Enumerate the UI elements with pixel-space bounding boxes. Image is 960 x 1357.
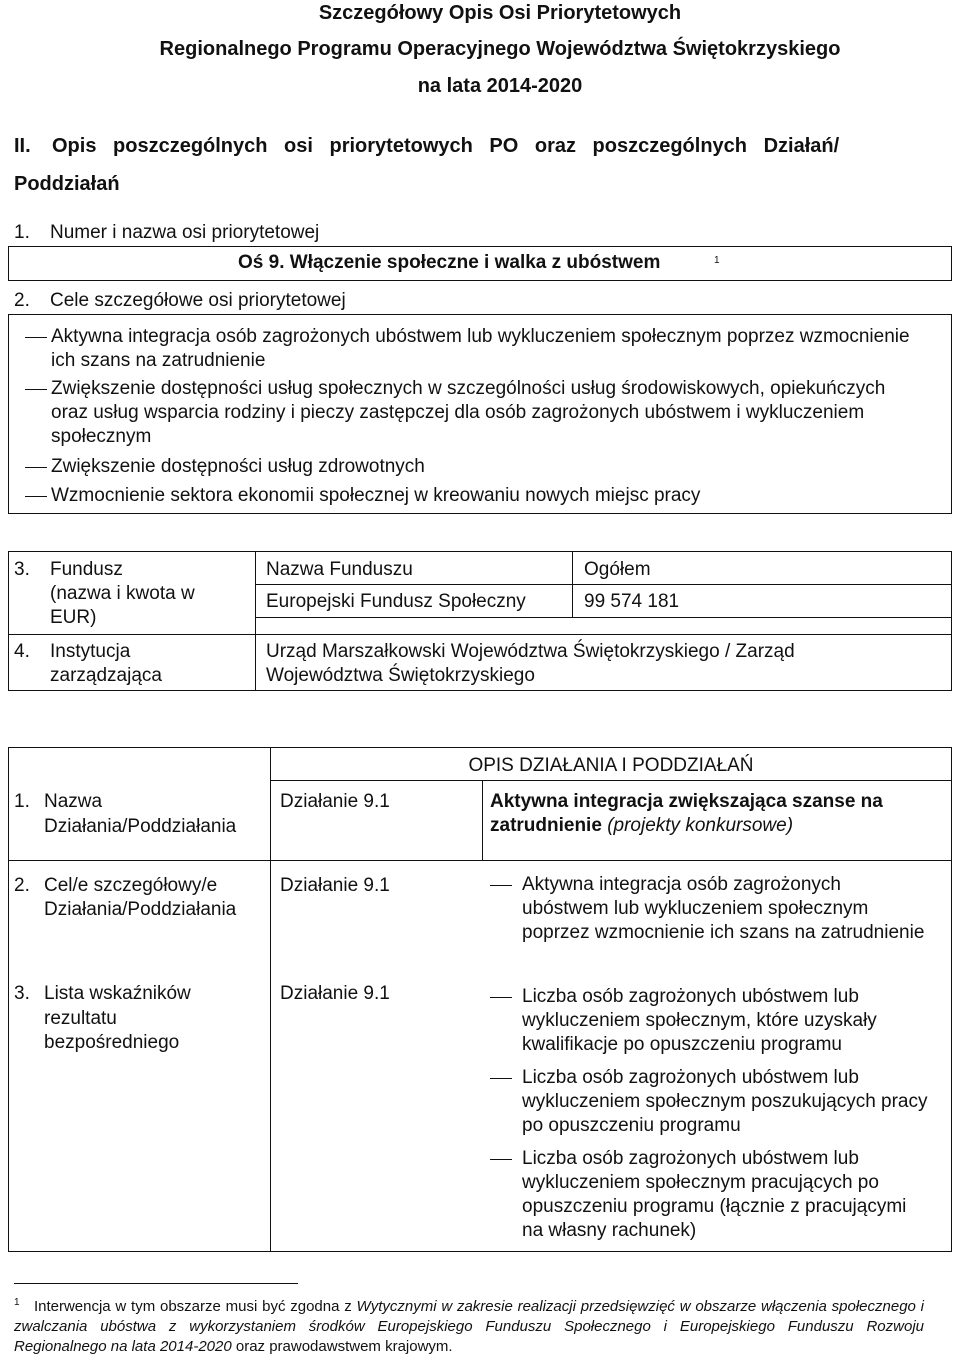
item2-label: Cele szczegółowe osi priorytetowej xyxy=(50,290,346,311)
dash-icon xyxy=(25,389,47,390)
footnote-italic: Wytycznymi w zakresie realizacji przedsięwzięć w obszarze włączenia społecznego i zwalczania ubóstwa z wykorzystaniem środków Europejskiego Funduszu Społecznego i Europejskiego Funduszu Rozwoju Regionalnego na lata 2014-2020 xyxy=(14,1298,924,1355)
footnote-separator xyxy=(14,1283,298,1284)
opis-heading: OPIS DZIAŁANIA I PODDZIAŁAŃ xyxy=(468,755,754,776)
axis-name-box xyxy=(8,246,952,281)
footnote-mark: 1 xyxy=(14,1297,20,1308)
dash-icon xyxy=(490,1159,512,1160)
institution-label: Instytucja xyxy=(50,641,131,662)
row1-name-bold: Aktywna integracja zwiększająca szanse na zatrudnienie xyxy=(490,791,883,836)
row2-goal-text: Aktywna integracja osób zagrożonych ubóstwem lub wykluczeniem społecznym poprzez wzmocnienie ich szans na zatrudnienie xyxy=(522,874,925,943)
row1-action: Działanie 9.1 xyxy=(280,791,390,812)
section-title: Opis poszczególnych osi priorytetowych PO oraz poszczególnych Działań/ xyxy=(52,135,840,157)
goal-text: Wzmocnienie sektora ekonomii społecznej w kreowaniu nowych miejsc pracy xyxy=(51,485,701,506)
footnote-ref: 1 xyxy=(714,255,720,266)
goal-text: Aktywna integracja osób zagrożonych ubóstwem lub wykluczeniem społecznym poprzez wzmocnienie ich szans na zatrudnienie xyxy=(51,326,910,371)
item1-number: 1. xyxy=(14,222,30,243)
row1-name-italic: (projekty konkursowe) xyxy=(607,815,794,836)
item2-number: 2. xyxy=(14,290,30,311)
row3-label-sub2: bezpośredniego xyxy=(44,1032,180,1053)
footnote-text-end: oraz prawodawstwem krajowym. xyxy=(235,1338,453,1355)
doc-title-line-1: Szczegółowy Opis Osi Priorytetowych xyxy=(318,2,682,24)
fund-number: 3. xyxy=(14,559,30,580)
row3-label: Lista wskaźników xyxy=(44,983,191,1004)
doc-title-line-3: na lata 2014-2020 xyxy=(417,75,583,97)
indicator-text: Liczba osób zagrożonych ubóstwem lub wykluczeniem społecznym pracujących po opuszczeniu programu (łącznie z pracującymi na własny rachunek) xyxy=(522,1148,907,1241)
row2-number: 2. xyxy=(14,875,30,896)
dash-icon xyxy=(25,496,47,497)
row3-number: 3. xyxy=(14,983,30,1004)
dash-icon xyxy=(490,997,512,998)
row1-number: 1. xyxy=(14,791,30,812)
footnote xyxy=(14,1293,924,1357)
item1-label: Numer i nazwa osi priorytetowej xyxy=(50,222,320,243)
doc-title-line-2: Regionalnego Programu Operacyjnego Województwa Świętokrzyskiego xyxy=(159,38,841,60)
row3-action: Działanie 9.1 xyxy=(280,983,390,1004)
footnote-text: Interwencja w tym obszarze musi być zgodna z xyxy=(33,1298,352,1315)
dash-icon xyxy=(25,467,47,468)
dash-icon xyxy=(25,337,47,338)
institution-number: 4. xyxy=(14,641,30,662)
indicator-text: Liczba osób zagrożonych ubóstwem lub wykluczeniem społecznym, które uzyskały kwalifikacje po opuszczeniu programu xyxy=(522,986,877,1055)
row1-name xyxy=(490,790,945,838)
row2-label: Cel/e szczegółowy/e xyxy=(44,875,218,896)
dash-icon xyxy=(490,1078,512,1079)
dash-icon xyxy=(490,885,512,886)
goal-text: Zwiększenie dostępności usług społecznych w szczególności usług środowiskowych, opiekuńczych oraz usług wsparcia rodziny i pieczy zastępczej dla osób zagrożonych ubóstwem i wykluczeniem społecznym xyxy=(51,378,886,447)
row1-label-sub: Działania/Poddziałania xyxy=(44,816,237,837)
fund-label: Fundusz xyxy=(50,559,123,580)
institution-value: Urząd Marszałkowski Województwa Świętokrzyskiego / Zarząd Województwa Świętokrzyskiego xyxy=(266,641,795,686)
row1-label: Nazwa xyxy=(44,791,103,812)
fund-name: Europejski Fundusz Społeczny xyxy=(266,591,526,612)
goals-box xyxy=(8,314,952,514)
fund-label-sub: (nazwa i kwota w EUR) xyxy=(50,583,195,628)
fund-col-name: Nazwa Funduszu xyxy=(266,559,413,580)
section-number: II. xyxy=(14,135,31,157)
goal-text: Zwiększenie dostępności usług zdrowotnych xyxy=(51,456,425,477)
row2-action: Działanie 9.1 xyxy=(280,875,390,896)
section-title-cont: Poddziałań xyxy=(14,173,120,195)
fund-total: 99 574 181 xyxy=(584,591,680,612)
institution-label-sub: zarządzająca xyxy=(50,665,162,686)
row3-label-sub: rezultatu xyxy=(44,1008,117,1029)
axis-name: Oś 9. Włączenie społeczne i walka z ubóstwem xyxy=(238,252,661,273)
row2-label-sub: Działania/Poddziałania xyxy=(44,899,237,920)
fund-col-total: Ogółem xyxy=(584,559,651,580)
indicator-text: Liczba osób zagrożonych ubóstwem lub wykluczeniem społecznym poszukujących pracy po opuszczeniu programu xyxy=(522,1067,928,1136)
